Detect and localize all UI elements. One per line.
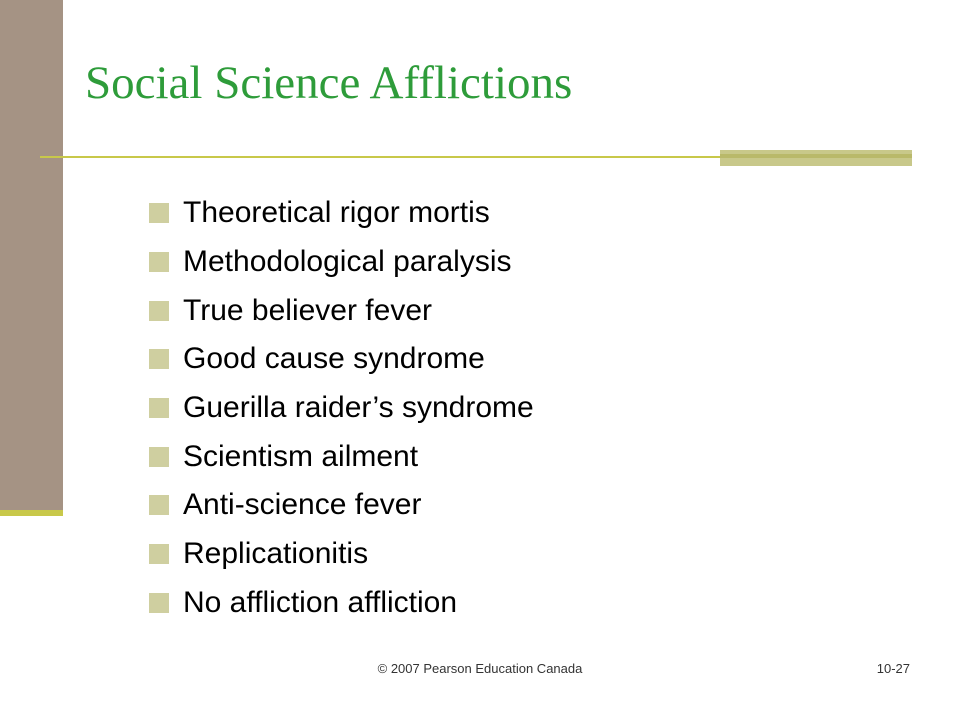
slide-number: 10-27 xyxy=(876,661,910,676)
list-item xyxy=(149,189,534,238)
list-item xyxy=(149,384,534,433)
square-bullet-icon xyxy=(149,203,169,223)
bullet-text: Methodological paralysis xyxy=(183,245,512,279)
square-bullet-icon xyxy=(149,593,169,613)
bullet-text: True believer fever xyxy=(183,293,432,327)
list-item xyxy=(149,335,534,384)
list-item xyxy=(149,432,534,481)
square-bullet-icon xyxy=(149,495,169,515)
bullet-text: Replicationitis xyxy=(183,537,369,571)
square-bullet-icon xyxy=(149,398,169,418)
left-decorative-bar xyxy=(0,0,63,512)
bullet-text: Guerilla raider’s syndrome xyxy=(183,391,534,425)
title-divider-accent xyxy=(720,150,912,166)
title-divider-accent-stripe xyxy=(720,154,912,158)
bullet-text: Scientism ailment xyxy=(183,439,419,473)
footer-copyright: © 2007 Pearson Education Canada xyxy=(377,661,583,676)
slide-title: Social Science Afflictions xyxy=(85,57,573,109)
bullet-text: Anti-science fever xyxy=(183,488,422,522)
list-item xyxy=(149,579,534,628)
bullet-text: Theoretical rigor mortis xyxy=(183,196,490,230)
left-bar-accent xyxy=(0,510,63,516)
square-bullet-icon xyxy=(149,301,169,321)
list-item xyxy=(149,530,534,579)
bullet-text: No affliction affliction xyxy=(183,585,458,619)
square-bullet-icon xyxy=(149,252,169,272)
bullet-list xyxy=(149,189,534,627)
list-item xyxy=(149,238,534,287)
list-item xyxy=(149,286,534,335)
bullet-text: Good cause syndrome xyxy=(183,342,485,376)
square-bullet-icon xyxy=(149,544,169,564)
title-divider-line xyxy=(40,156,760,158)
square-bullet-icon xyxy=(149,349,169,369)
list-item xyxy=(149,481,534,530)
square-bullet-icon xyxy=(149,447,169,467)
